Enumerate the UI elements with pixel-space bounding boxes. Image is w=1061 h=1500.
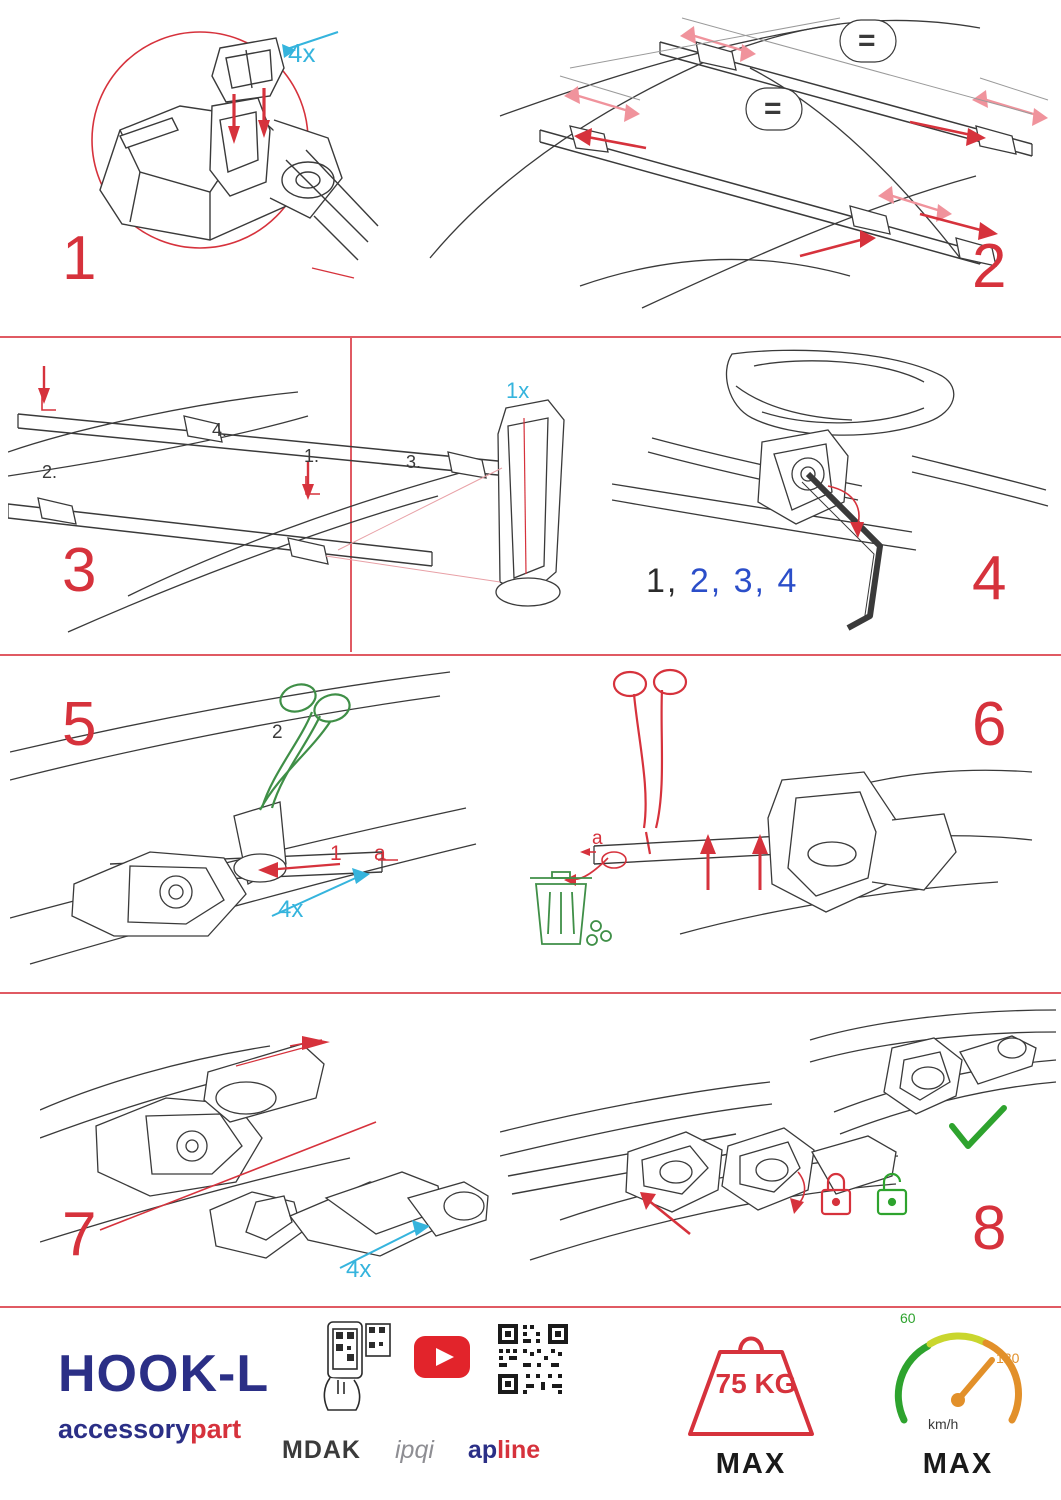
step-1-illustration [60,10,380,330]
step-6-marker-a: a [592,828,603,849]
brand-prefix: accessory [58,1414,191,1444]
max-speed-label: MAX [922,1448,994,1480]
step-5-marker-1: 1 [330,842,342,865]
qr-scan-phone-icon[interactable] [318,1320,394,1414]
step-2-illustration [420,8,1050,328]
divider-row-2 [0,654,1061,656]
step-4-number: 4 [972,544,1008,613]
step-6-number: 6 [972,690,1008,759]
seq-2: 2, [689,562,723,600]
partner-apline-suffix: line [497,1436,541,1464]
step-5-number: 5 [62,690,98,759]
youtube-icon[interactable] [414,1336,470,1378]
step-3-order-2: 2. [42,462,58,482]
partner-logos [282,1436,540,1465]
max-load-value: 75 KG [715,1368,797,1399]
step-2-equal-bottom: = [764,92,782,125]
divider-row-1 [0,336,1061,338]
step-5-marker-2: 2 [272,722,283,743]
seq-3: 3, [733,562,766,600]
step-3-order-1: 1. [304,446,320,466]
step-1-quantity-label: 4x [288,38,316,68]
speed-tick-high: 120 [996,1350,1020,1366]
step-3-order-4: 4. [212,420,228,440]
seq-1: 1, [646,562,679,600]
brand-subtitle [58,1416,269,1443]
product-title: HOOK-L [58,1345,270,1403]
max-load-label: MAX [715,1448,787,1480]
partner-ipqi: ipqi [395,1436,434,1464]
partner-apline [468,1436,540,1465]
divider-row-3 [0,992,1061,994]
step-2-number: 2 [972,232,1008,301]
speed-unit: km/h [928,1416,959,1432]
step-2-equal-top: = [858,24,876,57]
seq-4: 4 [777,562,799,600]
step-3-number: 3 [62,536,98,605]
step-7-number: 7 [62,1200,98,1269]
step-7-illustration [40,1006,510,1296]
step-5-quantity-label: 4x [278,896,304,923]
step-4-tighten-sequence [646,562,798,601]
speed-tick-low: 60 [900,1310,916,1326]
step-8-number: 8 [972,1194,1008,1263]
product-branding [58,1345,270,1444]
footer [0,1306,1061,1500]
qr-code-icon[interactable] [496,1322,570,1396]
step-1-number: 1 [62,224,98,293]
partner-apline-prefix: ap [467,1436,498,1464]
step-7-quantity-label: 4x [346,1256,372,1283]
step-5-marker-a: a [374,842,386,865]
brand-suffix: part [190,1414,242,1444]
step-3-quantity-label: 1x [506,378,530,403]
step-3-order-3: 3. [406,452,422,472]
partner-mdak: MDAK [282,1436,361,1464]
